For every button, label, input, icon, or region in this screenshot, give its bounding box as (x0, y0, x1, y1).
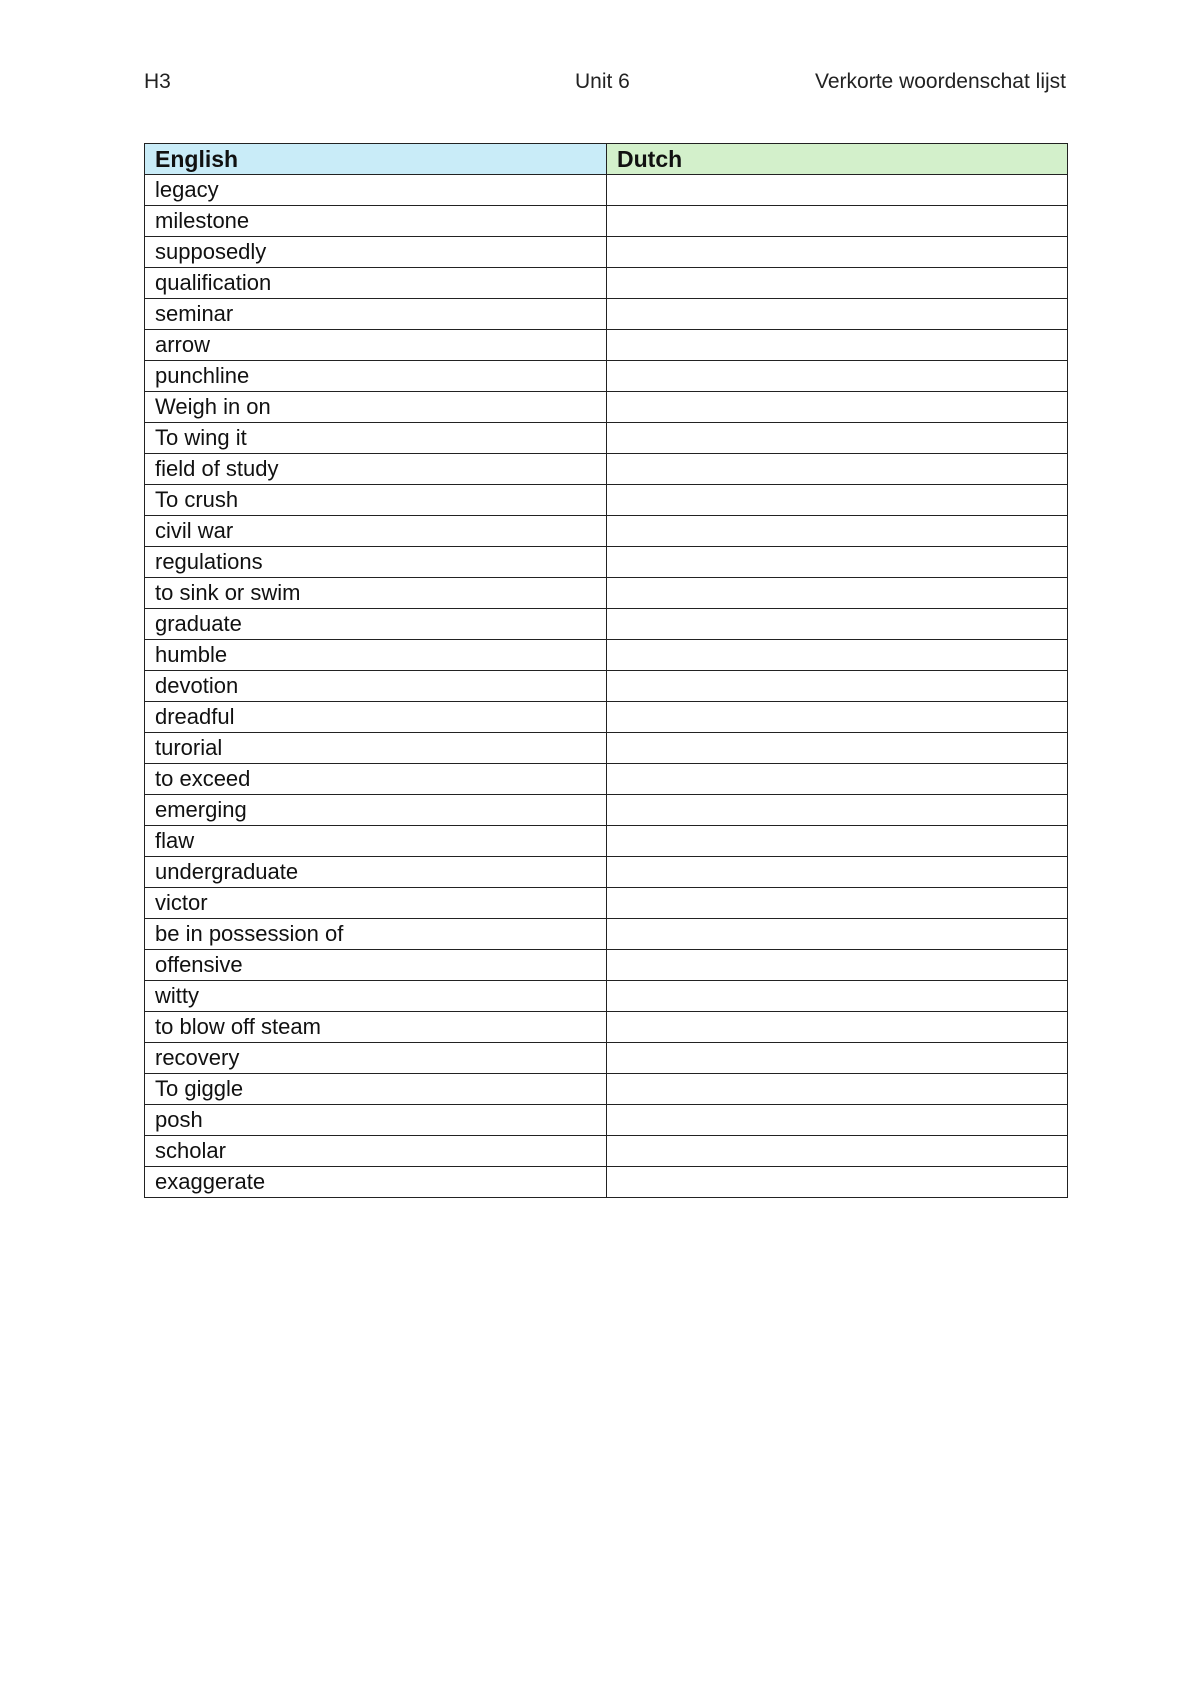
header-level: H3 (144, 70, 171, 93)
dutch-translation-cell[interactable] (607, 919, 1068, 950)
dutch-translation-cell[interactable] (607, 392, 1068, 423)
vocabulary-rows (145, 175, 1068, 1198)
english-term: Weigh in on (145, 392, 607, 423)
table-row (145, 702, 1068, 733)
dutch-translation-cell[interactable] (607, 1136, 1068, 1167)
table-row (145, 206, 1068, 237)
table-row (145, 733, 1068, 764)
english-term: flaw (145, 826, 607, 857)
table-row (145, 1012, 1068, 1043)
dutch-translation-cell[interactable] (607, 795, 1068, 826)
table-row (145, 795, 1068, 826)
table-row (145, 392, 1068, 423)
dutch-translation-cell[interactable] (607, 640, 1068, 671)
dutch-translation-cell[interactable] (607, 1012, 1068, 1043)
table-row (145, 1074, 1068, 1105)
table-row (145, 237, 1068, 268)
dutch-translation-cell[interactable] (607, 237, 1068, 268)
table-row (145, 919, 1068, 950)
dutch-translation-cell[interactable] (607, 423, 1068, 454)
english-term: graduate (145, 609, 607, 640)
table-row (145, 454, 1068, 485)
dutch-translation-cell[interactable] (607, 950, 1068, 981)
table-row (145, 516, 1068, 547)
english-term: emerging (145, 795, 607, 826)
table-row (145, 330, 1068, 361)
dutch-translation-cell[interactable] (607, 981, 1068, 1012)
dutch-translation-cell[interactable] (607, 454, 1068, 485)
table-row (145, 361, 1068, 392)
dutch-translation-cell[interactable] (607, 516, 1068, 547)
table-row (145, 1136, 1068, 1167)
english-term: To wing it (145, 423, 607, 454)
header-unit: Unit 6 (575, 70, 630, 93)
table-row (145, 764, 1068, 795)
english-term: To crush (145, 485, 607, 516)
english-term: devotion (145, 671, 607, 702)
english-term: witty (145, 981, 607, 1012)
table-row (145, 175, 1068, 206)
dutch-translation-cell[interactable] (607, 547, 1068, 578)
english-term: legacy (145, 175, 607, 206)
dutch-translation-cell[interactable] (607, 299, 1068, 330)
dutch-translation-cell[interactable] (607, 361, 1068, 392)
table-row (145, 268, 1068, 299)
dutch-translation-cell[interactable] (607, 764, 1068, 795)
table-row (145, 950, 1068, 981)
english-term: civil war (145, 516, 607, 547)
english-term: humble (145, 640, 607, 671)
english-term: recovery (145, 1043, 607, 1074)
english-term: arrow (145, 330, 607, 361)
table-row (145, 423, 1068, 454)
english-term: to exceed (145, 764, 607, 795)
dutch-translation-cell[interactable] (607, 733, 1068, 764)
table-header-row (145, 144, 1068, 175)
table-row (145, 547, 1068, 578)
english-term: punchline (145, 361, 607, 392)
table-row (145, 857, 1068, 888)
table-row (145, 826, 1068, 857)
page-header (144, 70, 1066, 100)
dutch-translation-cell[interactable] (607, 702, 1068, 733)
dutch-translation-cell[interactable] (607, 485, 1068, 516)
vocabulary-table (144, 143, 1068, 1198)
dutch-translation-cell[interactable] (607, 826, 1068, 857)
table-row (145, 1167, 1068, 1198)
dutch-translation-cell[interactable] (607, 206, 1068, 237)
dutch-translation-cell[interactable] (607, 1074, 1068, 1105)
table-row (145, 299, 1068, 330)
dutch-translation-cell[interactable] (607, 330, 1068, 361)
header-title: Verkorte woordenschat lijst (815, 70, 1066, 93)
table-row (145, 609, 1068, 640)
english-term: seminar (145, 299, 607, 330)
english-term: to blow off steam (145, 1012, 607, 1043)
dutch-translation-cell[interactable] (607, 175, 1068, 206)
english-term: undergraduate (145, 857, 607, 888)
english-term: qualification (145, 268, 607, 299)
dutch-translation-cell[interactable] (607, 888, 1068, 919)
english-term: exaggerate (145, 1167, 607, 1198)
table-row (145, 1043, 1068, 1074)
english-term: scholar (145, 1136, 607, 1167)
dutch-translation-cell[interactable] (607, 1167, 1068, 1198)
table-row (145, 578, 1068, 609)
english-term: posh (145, 1105, 607, 1136)
table-row (145, 671, 1068, 702)
column-header-dutch: Dutch (607, 144, 1068, 175)
table-row (145, 485, 1068, 516)
english-term: be in possession of (145, 919, 607, 950)
english-term: field of study (145, 454, 607, 485)
english-term: milestone (145, 206, 607, 237)
english-term: offensive (145, 950, 607, 981)
english-term: victor (145, 888, 607, 919)
english-term: turorial (145, 733, 607, 764)
english-term: to sink or swim (145, 578, 607, 609)
dutch-translation-cell[interactable] (607, 857, 1068, 888)
dutch-translation-cell[interactable] (607, 1105, 1068, 1136)
table-row (145, 888, 1068, 919)
dutch-translation-cell[interactable] (607, 1043, 1068, 1074)
table-row (145, 981, 1068, 1012)
dutch-translation-cell[interactable] (607, 578, 1068, 609)
english-term: regulations (145, 547, 607, 578)
column-header-english: English (145, 144, 607, 175)
dutch-translation-cell[interactable] (607, 268, 1068, 299)
english-term: supposedly (145, 237, 607, 268)
table-row (145, 1105, 1068, 1136)
english-term: To giggle (145, 1074, 607, 1105)
english-term: dreadful (145, 702, 607, 733)
table-row (145, 640, 1068, 671)
dutch-translation-cell[interactable] (607, 609, 1068, 640)
dutch-translation-cell[interactable] (607, 671, 1068, 702)
